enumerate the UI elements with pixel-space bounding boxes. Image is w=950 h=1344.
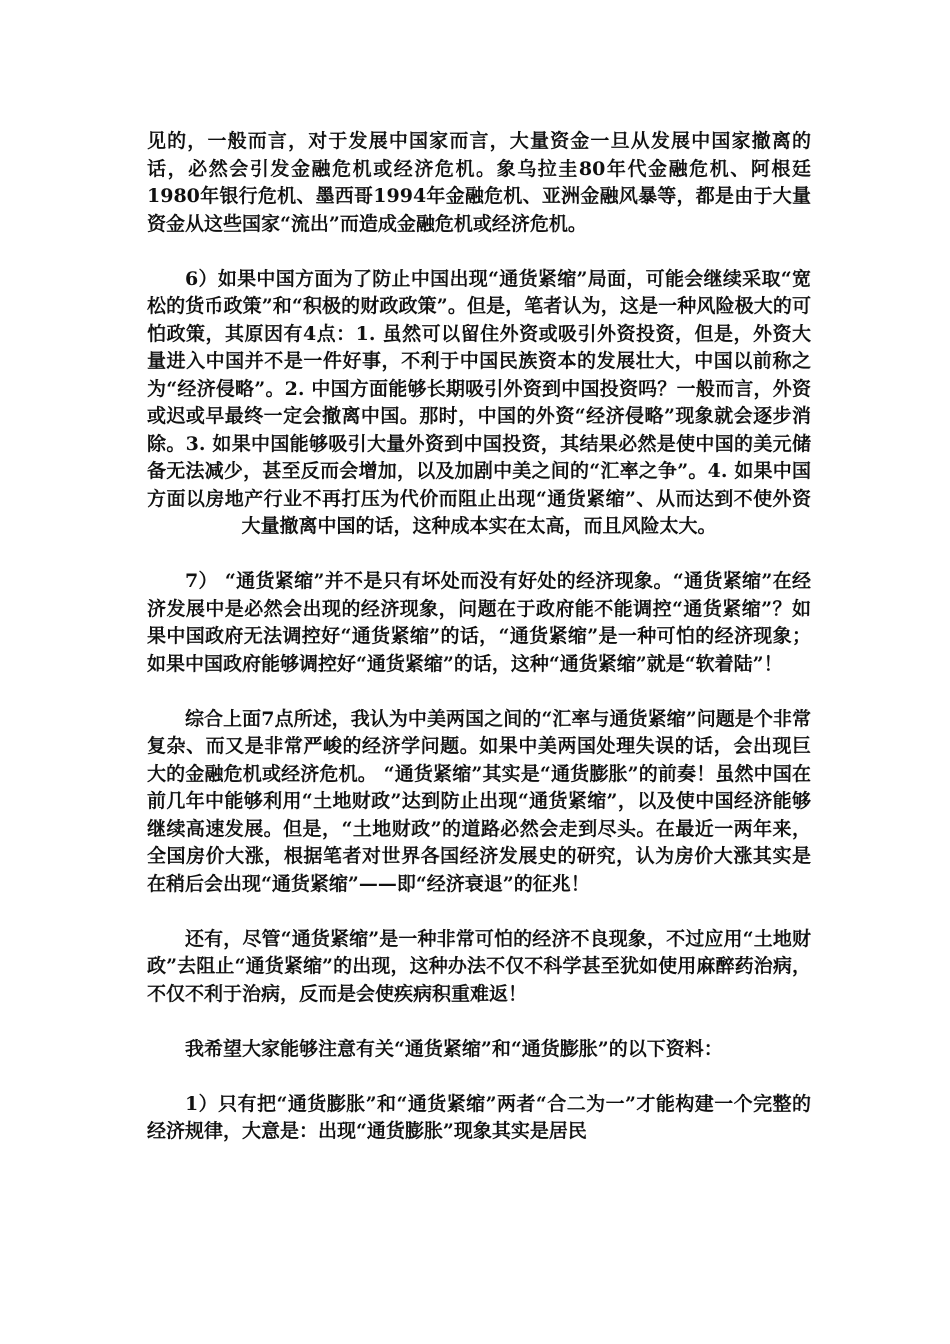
paragraph-summary: 综合上面7点所述，我认为中美两国之间的“汇率与通货紧缩”问题是个非常复杂、而又是非常严峻的经济学问题。如果中美两国处理失误的话，会出现巨大的金融危机或经济危机。 “通货紧缩”其实是“通货膨胀”的前奏！虽然中国在前几年中能够利用“土地财政”达到防止出现“通货紧缩”，以及使中国经济能够继续高速发展。但是，“土地财政”的道路必然会走到尽头。在最近一两年来，全国房价大涨，根据笔者对世界各国经济发展史的研究，认为房价大涨其实是在稍后会出现“通货紧缩”——即“经济衰退”的征兆！ — [147, 707, 811, 895]
paragraph-continuation: 见的，一般而言，对于发展中国家而言，大量资金一旦从发展中国家撤离的话，必然会引发金融危机或经济危机。象乌拉圭80年代金融危机、阿根廷1980年银行危机、墨西哥1994年金融危机、亚洲金融风暴等，都是由于大量资金从这些国家“流出”而造成金融危机或经济危机。 — [147, 130, 811, 235]
document-body — [147, 128, 811, 1173]
paragraph-additional-note: 还有，尽管“通货紧缩”是一种非常可怕的经济不良现象，不过应用“土地财政”去阻止“通货紧缩”的出现，这种办法不仅不科学甚至犹如使用麻醉药治病，不仅不利于治病，反而是会使疾病积重难返！ — [147, 927, 811, 1005]
paragraph-list-item-1: 1）只有把“通货膨胀”和“通货紧缩”两者“合二为一”才能构建一个完整的经济规律，大意是：出现“通货膨胀”现象其实是居民 — [147, 1092, 811, 1142]
paragraph-attention-request: 我希望大家能够注意有关“通货紧缩”和“通货膨胀”的以下资料： — [185, 1037, 723, 1060]
paragraph-point-7: 7） “通货紧缩”并不是只有坏处而没有好处的经济现象。“通货紧缩”在经济发展中是必然会出现的经济现象，问题在于政府能不能调控“通货紧缩”？如果中国政府无法调控好“通货紧缩”的话，“通货紧缩”是一种可怕的经济现象；如果中国政府能够调控好“通货紧缩”的话，这种“通货紧缩”就是“软着陆”！ — [147, 570, 811, 675]
paragraph-point-6: 6）如果中国方面为了防止中国出现“通货紧缩”局面，可能会继续采取“宽松的货币政策”和“积极的财政政策”。但是，笔者认为，这是一种风险极大的可怕政策，其原因有4点：1. 虽然可以留住外资或吸引外资投资，但是，外资大量进入中国并不是一件好事，不利于中国民族资本的发展壮大，中国以前称之为“经济侵略”。2. 中国方面能够长期吸引外资到中国投资吗？一般而言，外资或迟或早最终一定会撤离中国。那时，中国的外资“经济侵略”现象就会逐步消除。3. 如果中国能够吸引大量外资到中国投资，其结果必然是使中国的美元储备无法减少，甚至反而会增加，以及加剧中美之间的“汇率之争”。4. 如果中国方面以房地产行业不再打压为代价而阻止出现“通货紧缩”、从而达到不使外资大量撤离中国的话，这种成本实在太高，而且风险太大。 — [147, 267, 811, 537]
